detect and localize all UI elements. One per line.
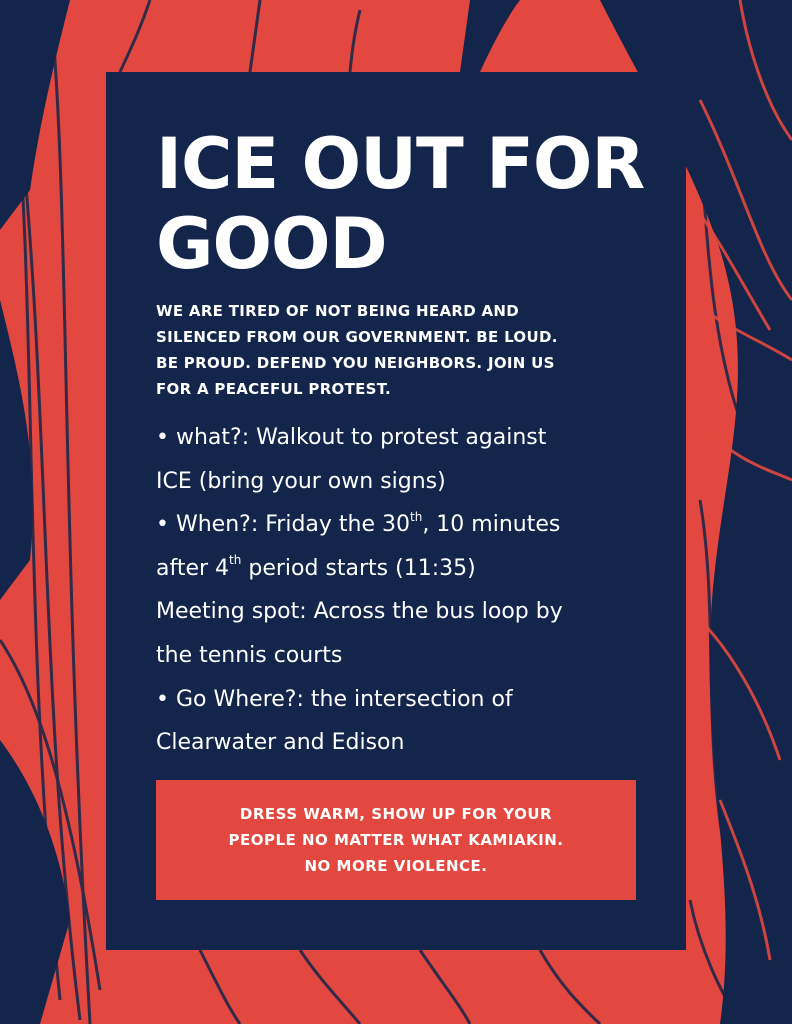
where-line: • Go Where?: the intersection of bbox=[156, 686, 513, 712]
poster-panel bbox=[106, 72, 686, 950]
when-line bbox=[156, 547, 626, 591]
event-details bbox=[156, 416, 626, 765]
when-text: • When?: Friday the 30 bbox=[156, 512, 410, 538]
where-line: Clearwater and Edison bbox=[156, 730, 405, 756]
callout-line: DRESS WARM, SHOW UP FOR YOUR bbox=[239, 805, 553, 823]
what-line: ICE (bring your own signs) bbox=[156, 468, 446, 494]
intro-line: SILENCED FROM OUR GOVERNMENT. BE LOUD. bbox=[156, 328, 558, 346]
callout-line: NO MORE VIOLENCE. bbox=[304, 857, 488, 875]
meeting-line: the tennis courts bbox=[156, 642, 343, 668]
callout-line: PEOPLE NO MATTER WHAT KAMIAKIN. bbox=[228, 831, 564, 849]
what-line: • what?: Walkout to protest against bbox=[156, 425, 547, 450]
intro-line: WE ARE TIRED OF NOT BEING HEARD AND bbox=[156, 302, 519, 320]
when-line bbox=[156, 503, 626, 547]
callout-box bbox=[156, 780, 636, 900]
ordinal-suffix: th bbox=[229, 553, 242, 568]
intro-text bbox=[156, 298, 636, 402]
when-text: , 10 minutes bbox=[422, 512, 561, 538]
intro-line: BE PROUD. DEFEND YOU NEIGHBORS. JOIN US bbox=[156, 354, 555, 372]
intro-line: FOR A PEACEFUL PROTEST. bbox=[156, 380, 392, 398]
when-text: after 4 bbox=[156, 555, 230, 581]
poster-title bbox=[156, 124, 676, 284]
meeting-line: Meeting spot: Across the bus loop by bbox=[156, 599, 563, 625]
ordinal-suffix: th bbox=[410, 509, 423, 524]
when-text: period starts (11:35) bbox=[241, 555, 476, 581]
title-line: ICE OUT FOR bbox=[156, 123, 645, 205]
title-line: GOOD bbox=[156, 203, 387, 285]
